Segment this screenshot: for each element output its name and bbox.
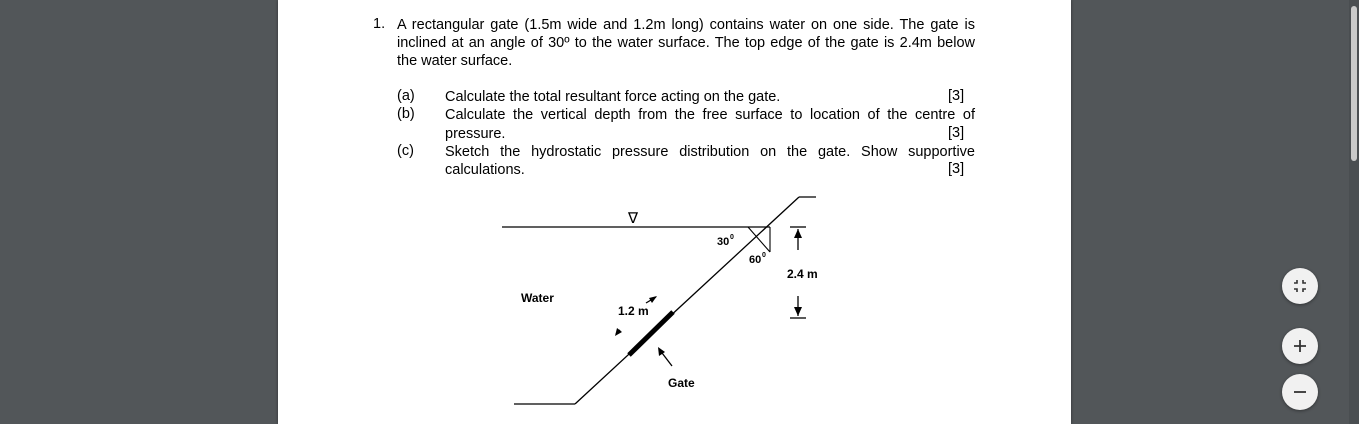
inclined-wall (575, 197, 799, 404)
water-label: Water (521, 291, 554, 305)
free-surface-symbol: ∇ (627, 210, 639, 227)
zoom-in-icon (1292, 338, 1308, 354)
angle-30-degree: 0 (730, 234, 734, 241)
angle-construction-line (748, 227, 770, 252)
part-b-text-line2: pressure. (445, 126, 506, 142)
question-number: 1. (373, 16, 386, 32)
part-c-label: (c) (397, 143, 414, 159)
part-b-label: (b) (397, 106, 415, 122)
part-b-text-line1: Calculate the vertical depth from the free surface to location of the centre of (445, 107, 975, 123)
gate-length-arrowhead-up (649, 296, 657, 303)
gate (629, 312, 673, 355)
part-a-text: Calculate the total resultant force acting on the gate. (445, 89, 781, 105)
part-c-text-line1: Sketch the hydrostatic pressure distribution on the gate. Show supportive (445, 144, 975, 160)
part-c-marks: [3] (948, 161, 965, 177)
scrollbar-thumb[interactable] (1351, 6, 1357, 161)
part-a-marks: [3] (948, 88, 965, 104)
fit-to-page-icon (1292, 278, 1308, 294)
part-b-marks: [3] (948, 125, 965, 141)
angle-60-label: 60 (749, 254, 762, 266)
gate-label: Gate (668, 376, 695, 390)
document-page (278, 0, 1071, 424)
depth-label: 2.4 m (787, 267, 818, 281)
part-a-label: (a) (397, 88, 415, 104)
zoom-out-icon (1292, 384, 1308, 400)
depth-arrowhead-down (794, 307, 802, 316)
zoom-out-button[interactable] (1282, 374, 1318, 410)
part-c-text-line2: calculations. (445, 162, 525, 178)
fit-to-page-button[interactable] (1282, 268, 1318, 304)
zoom-in-button[interactable] (1282, 328, 1318, 364)
gate-length-label: 1.2 m (618, 304, 649, 318)
angle-60-degree: 0 (762, 252, 766, 259)
depth-arrowhead-up (794, 229, 802, 238)
gate-diagram (278, 0, 1071, 424)
question-text: A rectangular gate (1.5m wide and 1.2m long) contains water on one side. The gate is inclined at an angle of 30º to the water surface. The top edge of the gate is 2.4m below the water surface. (397, 17, 975, 69)
angle-30-label: 30 (717, 236, 730, 248)
gate-length-arrowhead-down (615, 328, 622, 336)
